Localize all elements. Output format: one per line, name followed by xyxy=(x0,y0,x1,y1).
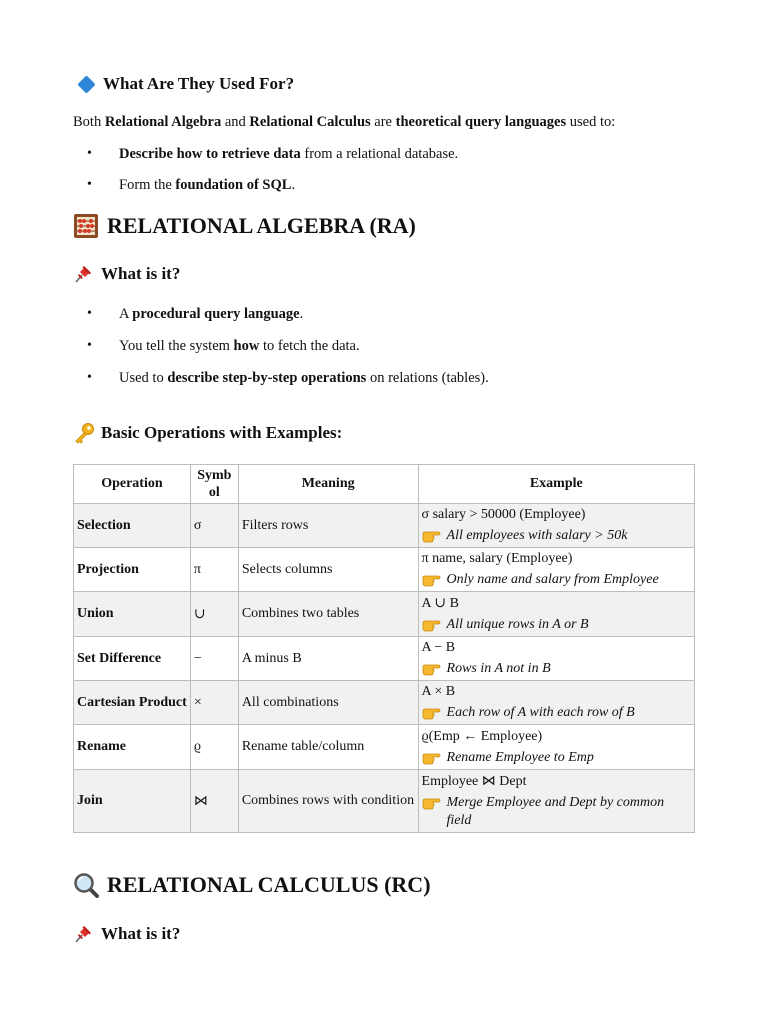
example-description xyxy=(422,794,691,830)
list-item-text xyxy=(119,146,458,163)
cell-symbol: ∪ xyxy=(190,592,238,637)
list-item xyxy=(0,370,768,390)
list-item-bold: Describe how to retrieve data xyxy=(119,146,301,162)
cell-example xyxy=(418,592,694,637)
cell-symbol: σ xyxy=(190,504,238,548)
cell-meaning: Filters rows xyxy=(238,504,418,548)
column-header-symbol: Symb ol xyxy=(190,465,238,504)
abacus-icon xyxy=(73,213,99,239)
cell-example xyxy=(418,548,694,592)
cell-meaning: Combines rows with condition xyxy=(238,770,418,833)
cell-meaning: A minus B xyxy=(238,637,418,681)
intro-text: are xyxy=(370,114,396,130)
rc-title xyxy=(73,872,431,898)
rc-what-heading xyxy=(73,924,180,944)
cell-meaning: Rename table/column xyxy=(238,725,418,770)
operations-table xyxy=(73,464,695,833)
column-header-operation: Operation xyxy=(74,465,191,504)
list-item-pre: Form the xyxy=(119,177,176,193)
example-expression: Employee ⋈ Dept xyxy=(421,773,527,789)
list-item-rest: to fetch the data. xyxy=(259,338,360,354)
table-row xyxy=(74,504,695,548)
bullet-icon: • xyxy=(87,146,92,161)
bullet-icon: • xyxy=(87,338,92,353)
list-item-text xyxy=(119,177,295,194)
example-expression: ϱ(Emp ← Employee) xyxy=(421,728,543,744)
cell-example xyxy=(418,637,694,681)
example-description-text: Merge Employee and Dept by common field xyxy=(446,794,665,828)
cell-example xyxy=(418,504,694,548)
cell-meaning: Selects columns xyxy=(238,548,418,592)
list-item xyxy=(0,177,768,197)
list-item-bold: procedural query language xyxy=(132,306,300,322)
example-description xyxy=(422,660,691,678)
bullet-icon: • xyxy=(87,370,92,385)
cell-meaning: Combines two tables xyxy=(238,592,418,637)
example-description-text: Only name and salary from Employee xyxy=(446,572,659,587)
intro-bold: theoretical query languages xyxy=(395,114,567,130)
list-item-bold: describe step-by-step operations xyxy=(167,370,367,386)
cell-example xyxy=(418,725,694,770)
example-description-text: Rows in A not in B xyxy=(446,661,551,676)
cell-operation: Rename xyxy=(74,725,191,770)
list-item-text xyxy=(119,306,303,323)
ra-what-heading-text: What is it? xyxy=(101,264,181,283)
intro-bold: Relational Calculus xyxy=(249,114,371,130)
bullet-icon: • xyxy=(87,306,92,321)
used-for-intro xyxy=(73,114,615,131)
pointing-hand-icon xyxy=(422,573,442,587)
list-item-bold: how xyxy=(233,338,260,354)
example-description-text: Each row of A with each row of B xyxy=(446,705,635,720)
used-for-heading xyxy=(76,74,294,94)
example-description xyxy=(422,571,691,589)
pointing-hand-icon xyxy=(422,618,442,632)
example-description xyxy=(422,616,691,634)
ra-what-heading xyxy=(73,264,180,284)
list-item xyxy=(0,306,768,326)
list-item-pre: A xyxy=(119,306,133,322)
cell-operation: Union xyxy=(74,592,191,637)
example-description xyxy=(422,704,691,722)
list-item-text xyxy=(119,338,360,355)
table-body xyxy=(74,504,695,833)
ops-heading-text: Basic Operations with Examples: xyxy=(101,423,343,442)
list-item-rest: from a relational database. xyxy=(300,146,459,162)
ra-title xyxy=(73,213,416,239)
bullet-icon: • xyxy=(87,177,92,192)
ops-heading xyxy=(73,422,342,444)
example-expression: A × B xyxy=(421,684,456,699)
example-description xyxy=(422,749,691,767)
list-item-rest: . xyxy=(299,306,304,322)
cell-symbol: ⋈ xyxy=(190,770,238,833)
list-item-bold: foundation of SQL xyxy=(175,177,292,193)
list-item xyxy=(0,338,768,358)
blue-diamond-icon xyxy=(77,75,95,93)
table-row xyxy=(74,725,695,770)
list-item xyxy=(0,146,768,166)
list-item-text xyxy=(119,370,489,387)
cell-symbol: π xyxy=(190,548,238,592)
cell-operation: Cartesian Product xyxy=(74,681,191,725)
example-description-text: All employees with salary > 50k xyxy=(446,528,628,543)
ra-title-text: RELATIONAL ALGEBRA (RA) xyxy=(107,213,416,238)
cell-operation: Selection xyxy=(74,504,191,548)
table-row xyxy=(74,770,695,833)
key-icon xyxy=(73,422,95,444)
intro-text: used to: xyxy=(566,114,616,130)
pointing-hand-icon xyxy=(422,751,442,765)
list-item-pre: You tell the system xyxy=(119,338,234,354)
example-description-text: All unique rows in A or B xyxy=(446,616,589,632)
pointing-hand-icon xyxy=(422,706,442,720)
cell-operation: Set Difference xyxy=(74,637,191,681)
list-item-rest: . xyxy=(291,177,296,193)
example-expression: π name, salary (Employee) xyxy=(421,551,573,566)
table-row xyxy=(74,592,695,637)
column-header-meaning: Meaning xyxy=(238,465,418,504)
cell-operation: Projection xyxy=(74,548,191,592)
cell-symbol: ϱ xyxy=(190,725,238,770)
example-description-text: Rename Employee to Emp xyxy=(446,749,594,765)
table-row xyxy=(74,681,695,725)
used-for-heading-text: What Are They Used For? xyxy=(103,74,295,93)
example-expression: σ salary > 50000 (Employee) xyxy=(421,507,586,522)
column-header-example: Example xyxy=(418,465,694,504)
intro-text: and xyxy=(221,114,250,130)
rc-title-text: RELATIONAL CALCULUS (RC) xyxy=(107,872,431,897)
intro-text: Both xyxy=(73,114,105,130)
intro-bold: Relational Algebra xyxy=(104,114,222,130)
list-item-pre: Used to xyxy=(119,370,168,386)
pointing-hand-icon xyxy=(422,796,442,810)
pointing-hand-icon xyxy=(422,662,442,676)
cell-meaning: All combinations xyxy=(238,681,418,725)
table-row xyxy=(74,637,695,681)
magnifying-glass-icon xyxy=(73,872,99,898)
table-header-row xyxy=(74,465,695,504)
rc-what-heading-text: What is it? xyxy=(101,924,181,943)
example-expression: A − B xyxy=(421,640,456,655)
cell-example xyxy=(418,770,694,833)
pointing-hand-icon xyxy=(422,529,442,543)
cell-example xyxy=(418,681,694,725)
cell-symbol: × xyxy=(190,681,238,725)
example-description xyxy=(422,527,691,545)
example-expression: A ∪ B xyxy=(421,595,459,611)
cell-operation: Join xyxy=(74,770,191,833)
table-row xyxy=(74,548,695,592)
list-item-rest: on relations (tables). xyxy=(366,370,489,386)
cell-symbol: − xyxy=(190,637,238,681)
pushpin-icon xyxy=(73,264,93,284)
pushpin-icon xyxy=(73,924,93,944)
